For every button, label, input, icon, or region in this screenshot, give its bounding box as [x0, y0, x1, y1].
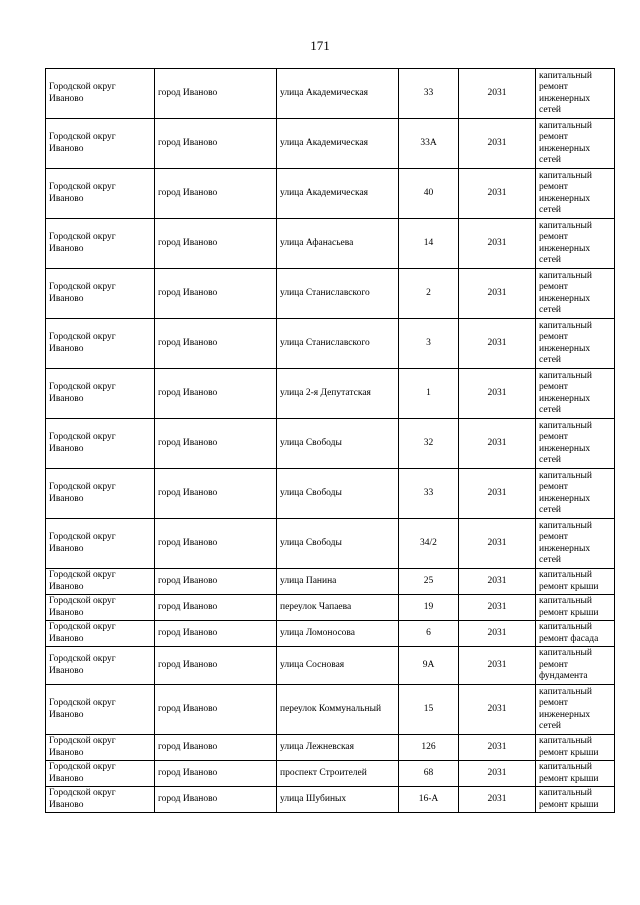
- year-cell: 2031: [459, 469, 536, 519]
- okrug-cell: Городской округ Иваново: [46, 219, 155, 269]
- street-cell: улица Ломоносова: [277, 621, 399, 647]
- house-number-cell: 34/2: [399, 519, 459, 569]
- okrug-cell: Городской округ Иваново: [46, 419, 155, 469]
- work-type-cell: капитальный ремонт крыши: [536, 735, 615, 761]
- table-row: [46, 621, 615, 647]
- work-type-cell: капитальный ремонт инженерных сетей: [536, 469, 615, 519]
- city-cell: город Иваново: [155, 735, 277, 761]
- table-row: [46, 569, 615, 595]
- street-cell: улица Станиславского: [277, 269, 399, 319]
- year-cell: 2031: [459, 647, 536, 685]
- street-cell: улица Свободы: [277, 469, 399, 519]
- year-cell: 2031: [459, 119, 536, 169]
- city-cell: город Иваново: [155, 647, 277, 685]
- table-row: [46, 761, 615, 787]
- table-row: [46, 369, 615, 419]
- work-type-cell: капитальный ремонт инженерных сетей: [536, 119, 615, 169]
- work-type-cell: капитальный ремонт крыши: [536, 787, 615, 813]
- work-type-cell: капитальный ремонт инженерных сетей: [536, 369, 615, 419]
- table-row: [46, 735, 615, 761]
- city-cell: город Иваново: [155, 69, 277, 119]
- street-cell: улица Шубиных: [277, 787, 399, 813]
- street-cell: улица Академическая: [277, 119, 399, 169]
- house-number-cell: 68: [399, 761, 459, 787]
- work-type-cell: капитальный ремонт фасада: [536, 621, 615, 647]
- work-type-cell: капитальный ремонт инженерных сетей: [536, 519, 615, 569]
- street-cell: улица Академическая: [277, 169, 399, 219]
- table-row: [46, 519, 615, 569]
- year-cell: 2031: [459, 595, 536, 621]
- city-cell: город Иваново: [155, 369, 277, 419]
- house-number-cell: 1: [399, 369, 459, 419]
- table-row: [46, 469, 615, 519]
- street-cell: улица Свободы: [277, 419, 399, 469]
- house-number-cell: 16-А: [399, 787, 459, 813]
- house-number-cell: 33: [399, 69, 459, 119]
- year-cell: 2031: [459, 69, 536, 119]
- city-cell: город Иваново: [155, 269, 277, 319]
- house-number-cell: 19: [399, 595, 459, 621]
- okrug-cell: Городской округ Иваново: [46, 69, 155, 119]
- page-number: 171: [310, 38, 330, 53]
- work-type-cell: капитальный ремонт инженерных сетей: [536, 419, 615, 469]
- table-row: [46, 119, 615, 169]
- okrug-cell: Городской округ Иваново: [46, 169, 155, 219]
- house-number-cell: 9А: [399, 647, 459, 685]
- street-cell: улица Свободы: [277, 519, 399, 569]
- house-number-cell: 33: [399, 469, 459, 519]
- work-type-cell: капитальный ремонт крыши: [536, 761, 615, 787]
- year-cell: 2031: [459, 219, 536, 269]
- okrug-cell: Городской округ Иваново: [46, 519, 155, 569]
- house-number-cell: 32: [399, 419, 459, 469]
- year-cell: 2031: [459, 735, 536, 761]
- work-type-cell: капитальный ремонт инженерных сетей: [536, 219, 615, 269]
- year-cell: 2031: [459, 369, 536, 419]
- street-cell: переулок Коммунальный: [277, 685, 399, 735]
- year-cell: 2031: [459, 269, 536, 319]
- okrug-cell: Городской округ Иваново: [46, 787, 155, 813]
- street-cell: переулок Чапаева: [277, 595, 399, 621]
- city-cell: город Иваново: [155, 469, 277, 519]
- city-cell: город Иваново: [155, 621, 277, 647]
- year-cell: 2031: [459, 169, 536, 219]
- table-row: [46, 787, 615, 813]
- year-cell: 2031: [459, 419, 536, 469]
- house-number-cell: 126: [399, 735, 459, 761]
- work-type-cell: капитальный ремонт инженерных сетей: [536, 269, 615, 319]
- city-cell: город Иваново: [155, 595, 277, 621]
- table-row: [46, 595, 615, 621]
- table-row: [46, 319, 615, 369]
- work-type-cell: капитальный ремонт инженерных сетей: [536, 319, 615, 369]
- table-row: [46, 69, 615, 119]
- city-cell: город Иваново: [155, 569, 277, 595]
- work-type-cell: капитальный ремонт инженерных сетей: [536, 69, 615, 119]
- house-number-cell: 25: [399, 569, 459, 595]
- street-cell: проспект Строителей: [277, 761, 399, 787]
- year-cell: 2031: [459, 621, 536, 647]
- city-cell: город Иваново: [155, 219, 277, 269]
- city-cell: город Иваново: [155, 685, 277, 735]
- okrug-cell: Городской округ Иваново: [46, 469, 155, 519]
- year-cell: 2031: [459, 685, 536, 735]
- table-row: [46, 269, 615, 319]
- work-type-cell: капитальный ремонт крыши: [536, 595, 615, 621]
- street-cell: улица Академическая: [277, 69, 399, 119]
- table-row: [46, 685, 615, 735]
- year-cell: 2031: [459, 787, 536, 813]
- work-type-cell: капитальный ремонт инженерных сетей: [536, 169, 615, 219]
- city-cell: город Иваново: [155, 319, 277, 369]
- house-number-cell: 15: [399, 685, 459, 735]
- table-row: [46, 419, 615, 469]
- table-row: [46, 219, 615, 269]
- table-row: [46, 647, 615, 685]
- house-number-cell: 3: [399, 319, 459, 369]
- house-number-cell: 6: [399, 621, 459, 647]
- okrug-cell: Городской округ Иваново: [46, 119, 155, 169]
- okrug-cell: Городской округ Иваново: [46, 269, 155, 319]
- okrug-cell: Городской округ Иваново: [46, 647, 155, 685]
- year-cell: 2031: [459, 761, 536, 787]
- okrug-cell: Городской округ Иваново: [46, 761, 155, 787]
- city-cell: город Иваново: [155, 787, 277, 813]
- city-cell: город Иваново: [155, 761, 277, 787]
- table-row: [46, 169, 615, 219]
- work-type-cell: капитальный ремонт инженерных сетей: [536, 685, 615, 735]
- address-table: [45, 68, 615, 813]
- year-cell: 2031: [459, 519, 536, 569]
- okrug-cell: Городской округ Иваново: [46, 569, 155, 595]
- house-number-cell: 14: [399, 219, 459, 269]
- street-cell: улица Сосновая: [277, 647, 399, 685]
- house-number-cell: 40: [399, 169, 459, 219]
- city-cell: город Иваново: [155, 119, 277, 169]
- street-cell: улица 2-я Депутатская: [277, 369, 399, 419]
- okrug-cell: Городской округ Иваново: [46, 369, 155, 419]
- street-cell: улица Станиславского: [277, 319, 399, 369]
- city-cell: город Иваново: [155, 169, 277, 219]
- work-type-cell: капитальный ремонт фундамента: [536, 647, 615, 685]
- street-cell: улица Панина: [277, 569, 399, 595]
- house-number-cell: 33А: [399, 119, 459, 169]
- work-type-cell: капитальный ремонт крыши: [536, 569, 615, 595]
- okrug-cell: Городской округ Иваново: [46, 621, 155, 647]
- year-cell: 2031: [459, 319, 536, 369]
- year-cell: 2031: [459, 569, 536, 595]
- okrug-cell: Городской округ Иваново: [46, 685, 155, 735]
- okrug-cell: Городской округ Иваново: [46, 595, 155, 621]
- house-number-cell: 2: [399, 269, 459, 319]
- street-cell: улица Лежневская: [277, 735, 399, 761]
- street-cell: улица Афанасьева: [277, 219, 399, 269]
- city-cell: город Иваново: [155, 419, 277, 469]
- okrug-cell: Городской округ Иваново: [46, 735, 155, 761]
- okrug-cell: Городской округ Иваново: [46, 319, 155, 369]
- city-cell: город Иваново: [155, 519, 277, 569]
